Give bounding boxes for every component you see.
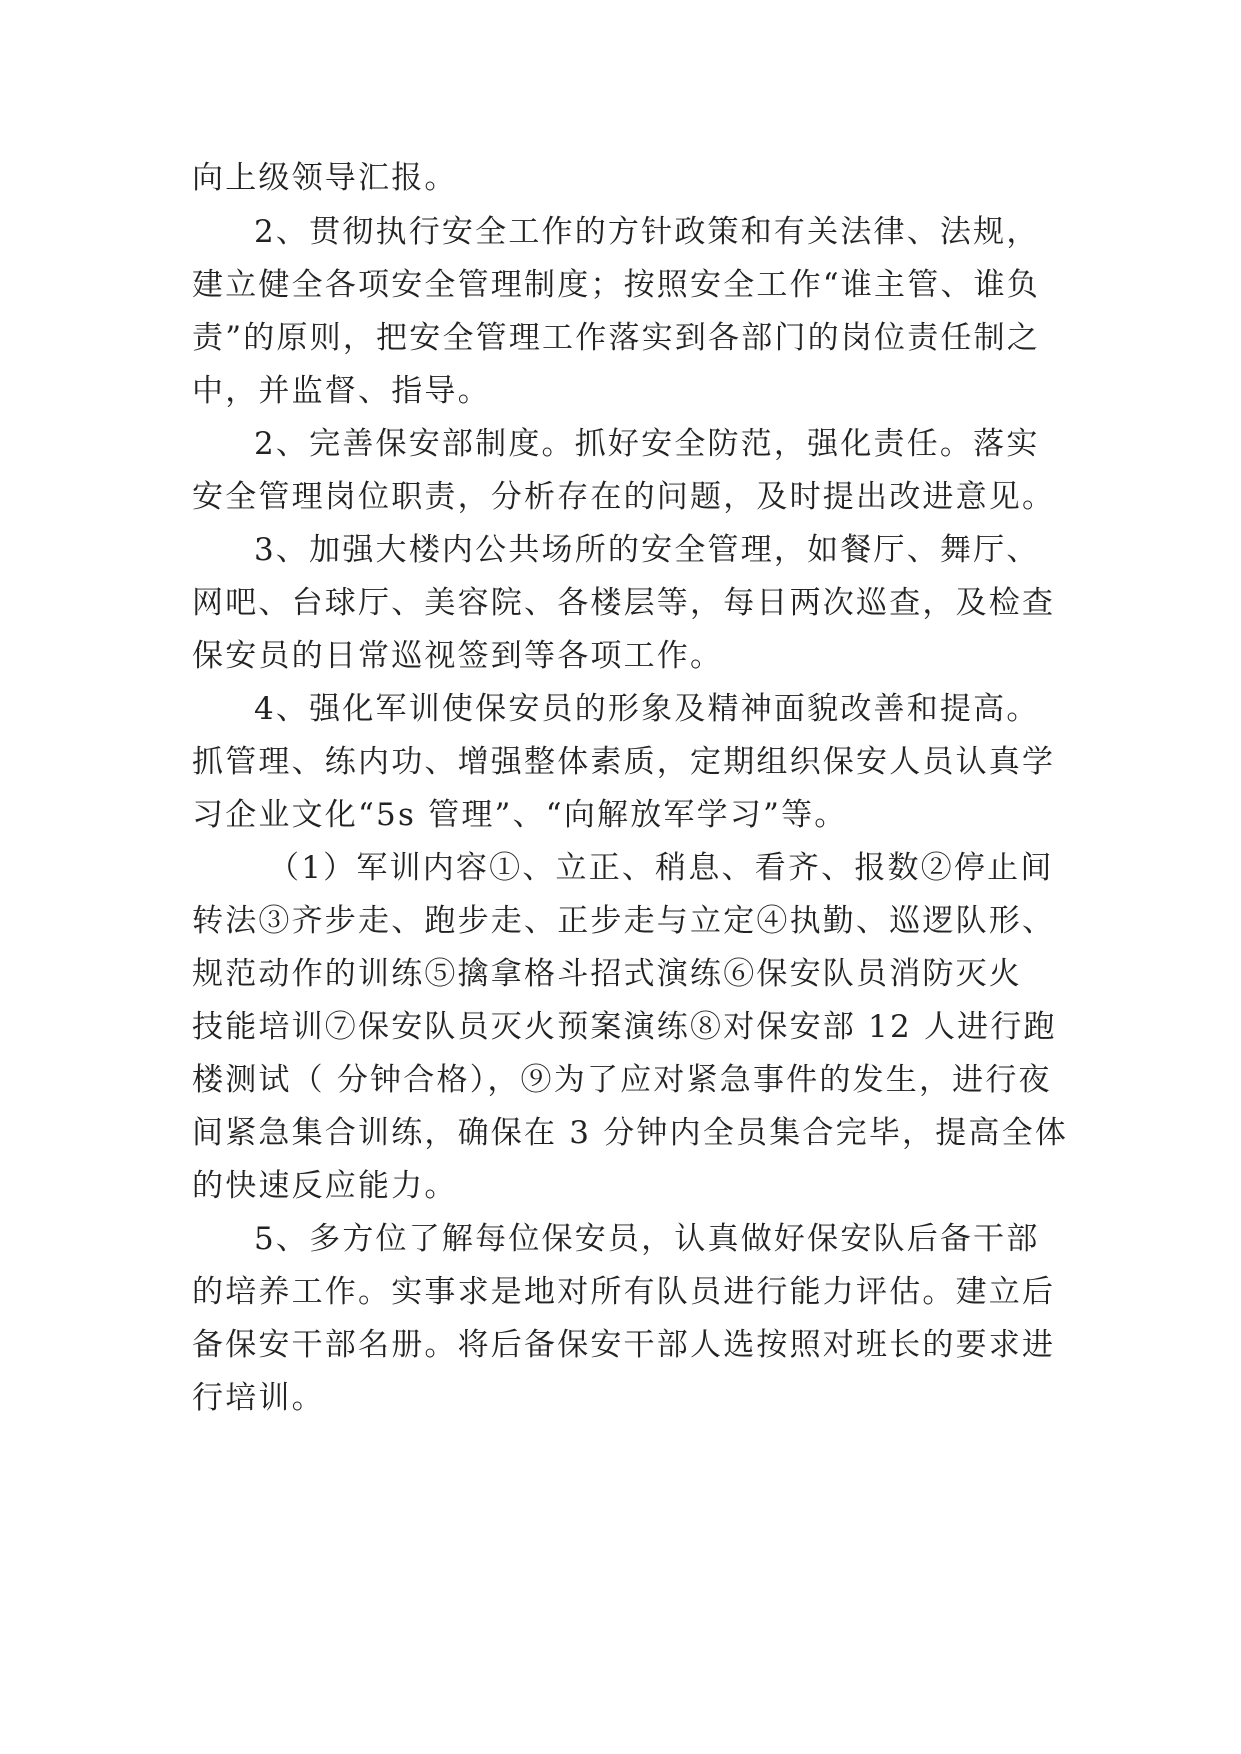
text-line: 向上级领导汇报。 [192,160,458,196]
paragraph-2b-line-1: 2、完善保安部制度。抓好安全防范，强化责任。落实 [254,426,1040,462]
text-line: 习企业文化“5s 管理”、“向解放军学习”等。 [192,797,848,833]
text-line: 行培训。 [192,1380,325,1416]
text-line: 建立健全各项安全管理制度；按照安全工作“谁主管、谁负 [192,267,1041,303]
text-line: 抓管理、练内功、增强整体素质，定期组织保安人员认真学 [192,744,1056,780]
paragraph-4-1-line-1: （1）军训内容①、立正、稍息、看齐、报数②停止间 [268,850,1054,886]
text-line: 规范动作的训练⑤擒拿格斗招式演练⑥保安队员消防灭火 [192,956,1022,992]
text-line: 中，并监督、指导。 [192,373,491,409]
text-line: 备保安干部名册。将后备保安干部人选按照对班长的要求进 [192,1327,1056,1363]
text-line: 网吧、台球厅、美容院、各楼层等，每日两次巡查，及检查 [192,585,1056,621]
text-line: 保安员的日常巡视签到等各项工作。 [192,638,724,674]
text-line: 安全管理岗位职责，分析存在的问题，及时提出改进意见。 [192,479,1056,515]
text-line: 的培养工作。实事求是地对所有队员进行能力评估。建立后 [192,1274,1056,1310]
text-line: 楼测试（ 分钟合格），⑨为了应对紧急事件的发生，进行夜 [192,1062,1052,1098]
text-line: 责”的原则，把安全管理工作落实到各部门的岗位责任制之 [192,320,1041,356]
text-line: 间紧急集合训练，确保在 3 分钟内全员集合完毕，提高全体 [192,1115,1069,1151]
paragraph-2-line-1: 2、贯彻执行安全工作的方针政策和有关法律、法规， [254,214,1040,250]
paragraph-5-line-1: 5、多方位了解每位保安员，认真做好保安队后备干部 [254,1221,1040,1257]
text-line: 的快速反应能力。 [192,1168,458,1204]
paragraph-3-line-1: 3、加强大楼内公共场所的安全管理，如餐厅、舞厅、 [254,532,1040,568]
paragraph-4-line-1: 4、强化军训使保安员的形象及精神面貌改善和提高。 [254,691,1040,727]
text-line: 转法③齐步走、跑步走、正步走与立定④执勤、巡逻队形、 [192,903,1056,939]
text-line: 技能培训⑦保安队员灭火预案演练⑧对保安部 12 人进行跑 [192,1009,1057,1045]
